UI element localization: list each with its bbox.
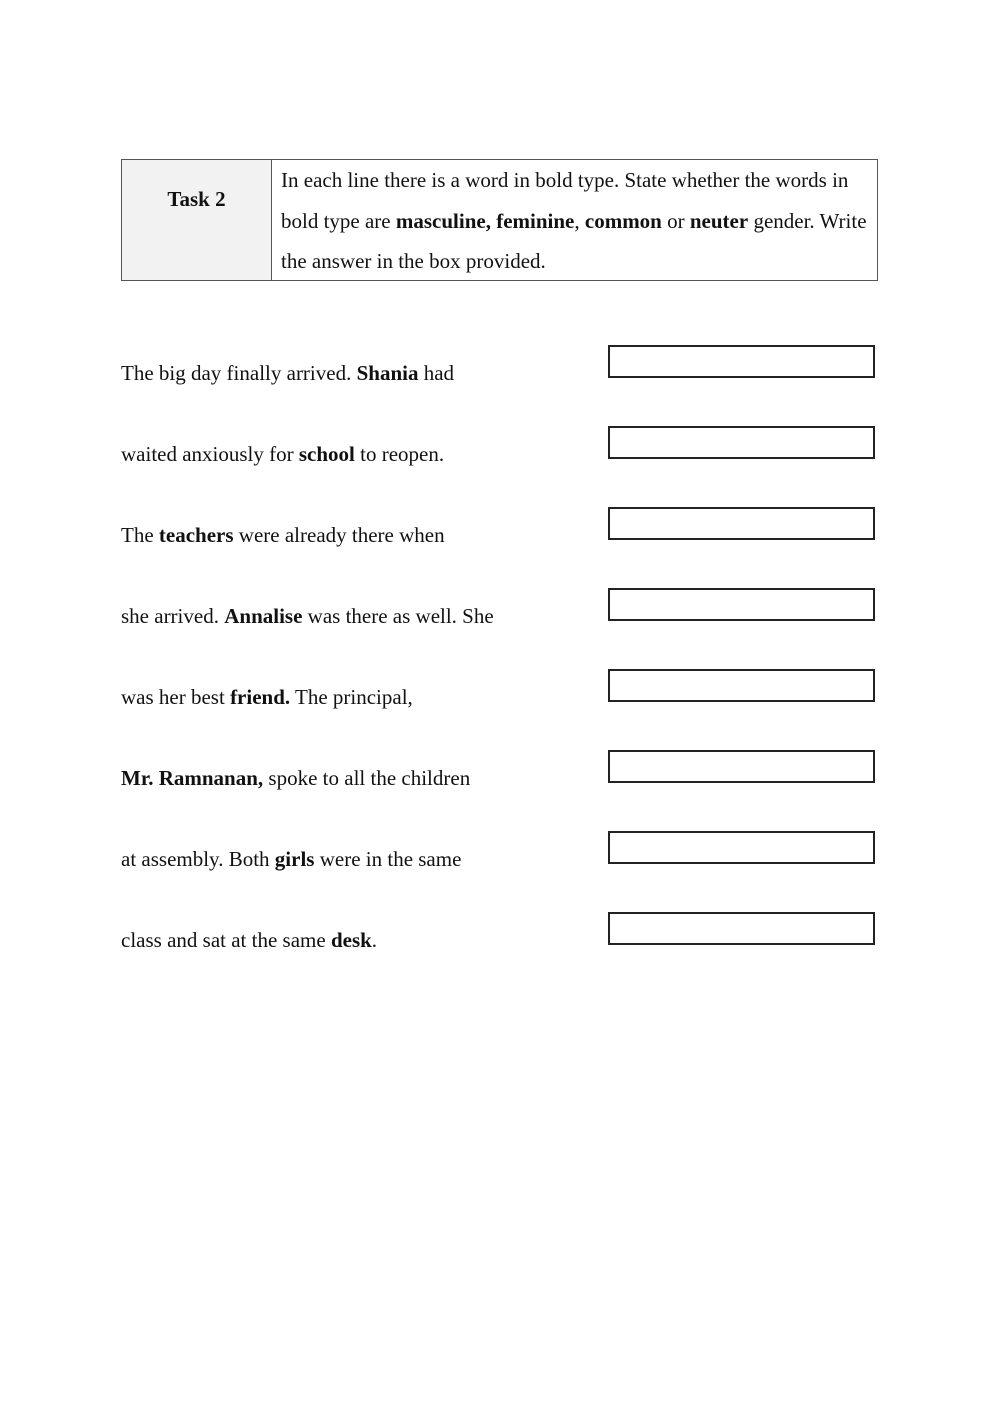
instruction-segment: masculine, feminine <box>395 208 575 233</box>
bold-word: teachers <box>158 523 234 547</box>
line-segment: was there as well. She <box>302 604 494 628</box>
answer-box-8[interactable] <box>608 912 875 945</box>
answer-box-1[interactable] <box>608 345 875 378</box>
line-segment: The <box>121 523 159 547</box>
line-text <box>121 682 413 712</box>
bold-word: desk <box>330 928 372 952</box>
bold-word: friend. <box>230 685 291 709</box>
line-text <box>121 358 454 388</box>
task-instructions <box>272 160 877 280</box>
line-segment: had <box>418 361 455 385</box>
task-label-cell <box>122 160 272 280</box>
answer-box-4[interactable] <box>608 588 875 621</box>
line-text <box>121 439 444 469</box>
exercise-line-7 <box>121 844 881 884</box>
exercise-line-8 <box>121 925 881 965</box>
line-segment: were in the same <box>314 847 462 871</box>
exercise-line-2 <box>121 439 881 479</box>
task-label: Task 2 <box>167 187 226 211</box>
line-text <box>121 520 445 550</box>
answer-box-5[interactable] <box>608 669 875 702</box>
line-segment: The principal, <box>290 685 413 709</box>
line-segment: waited anxiously for <box>121 442 299 466</box>
line-segment: at assembly. Both <box>121 847 275 871</box>
instruction-segment: common <box>584 208 662 233</box>
task-header-table <box>121 159 878 281</box>
bold-word: school <box>298 442 355 466</box>
exercise-line-5 <box>121 682 881 722</box>
bold-word: Mr. Ramnanan, <box>121 766 264 790</box>
line-text <box>121 844 461 874</box>
line-text <box>121 763 470 793</box>
instruction-segment: In each line there is a word in bold type. State whether the words in bold type are <box>281 168 849 233</box>
line-segment: spoke to all the children <box>263 766 471 790</box>
exercise-line-3 <box>121 520 881 560</box>
exercise-line-6 <box>121 763 881 803</box>
line-segment: The big day finally arrived. <box>121 361 357 385</box>
bold-word: Shania <box>356 361 419 385</box>
instruction-segment: , <box>574 208 585 233</box>
line-segment: class and sat at the same <box>121 928 331 952</box>
line-segment: . <box>371 928 378 952</box>
answer-box-3[interactable] <box>608 507 875 540</box>
exercise-line-1 <box>121 358 881 398</box>
instruction-segment: gender. Write the answer in the box provided. <box>281 208 867 273</box>
line-text <box>121 925 377 955</box>
answer-box-6[interactable] <box>608 750 875 783</box>
answer-box-2[interactable] <box>608 426 875 459</box>
bold-word: girls <box>274 847 315 871</box>
instruction-segment: neuter <box>689 208 749 233</box>
line-segment: she arrived. <box>121 604 225 628</box>
answer-box-7[interactable] <box>608 831 875 864</box>
line-text <box>121 601 494 631</box>
line-segment: were already there when <box>233 523 445 547</box>
line-segment: was her best <box>121 685 231 709</box>
instruction-segment: or <box>661 208 690 233</box>
line-segment: to reopen. <box>354 442 445 466</box>
exercise-line-4 <box>121 601 881 641</box>
bold-word: Annalise <box>224 604 303 628</box>
